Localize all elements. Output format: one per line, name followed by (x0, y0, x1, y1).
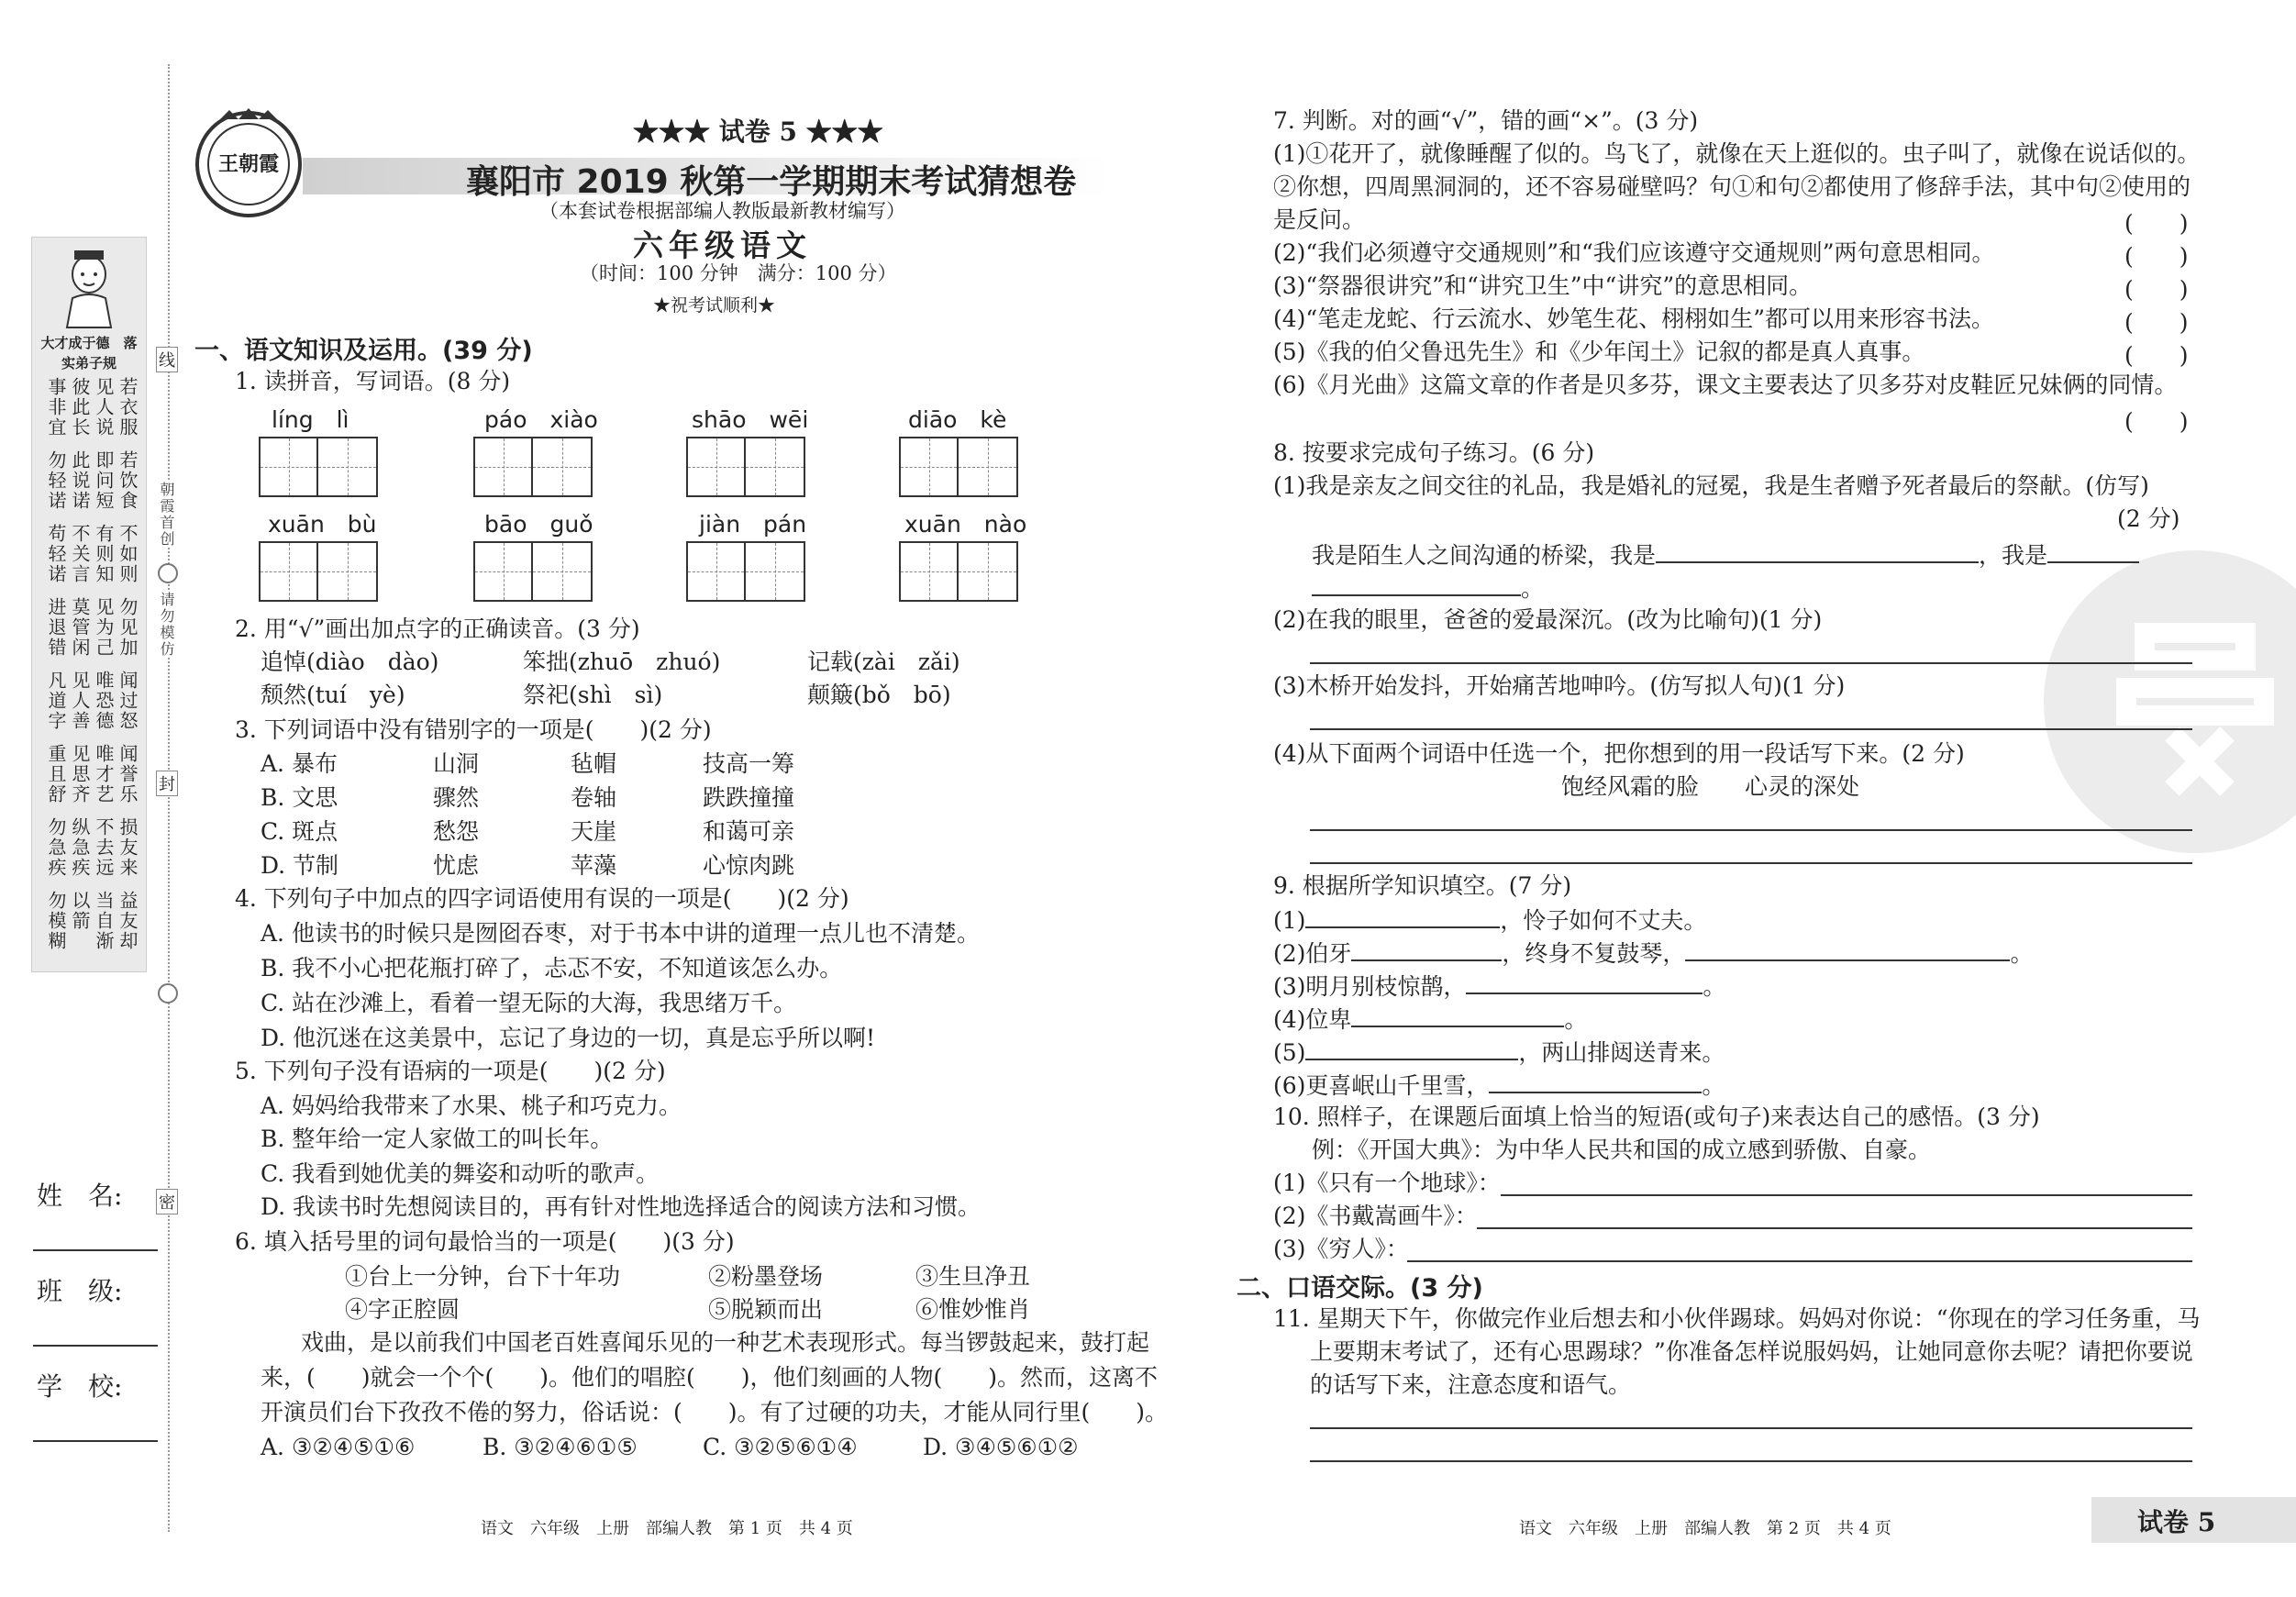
motto-column: 若衣服 (116, 377, 139, 438)
seal-label-line: 线 (156, 347, 178, 372)
exam-subtitle: （本套试卷根据部编人教版最新教材编写） (539, 200, 905, 222)
q9-4-text: (4)位卑 (1273, 1006, 1352, 1033)
ring-hole-icon (158, 563, 178, 583)
q10-1: (1)《只有一个地球》： (1273, 1170, 1501, 1196)
q9-6-text: (6)更喜岷山千里雪， (1273, 1072, 1490, 1099)
answer-line[interactable] (1310, 862, 2192, 864)
q3-option[interactable] (261, 747, 835, 781)
q7-6: (6)《月光曲》这篇文章的作者是贝多芬，课文主要表达了贝多芬对皮鞋匠兄妹俩的同情。 (1273, 372, 2178, 398)
writing-grid[interactable] (473, 437, 593, 497)
q11-line1: 11. 星期天下午，你做完作业后想去和小伙伴踢球。妈妈对你说：“你现在的学习任务重，马 (1273, 1305, 2201, 1332)
q9-3-text: (3)明月别枝惊鹊， (1273, 973, 1467, 1000)
q9-4: (4)位卑 。 (1273, 1002, 1587, 1037)
motto-column: 唯恐德 (93, 671, 115, 731)
pinyin-3: shāo wēi (692, 406, 809, 433)
ring-hole-icon (158, 983, 178, 1004)
school-label: 学 校: (37, 1371, 123, 1402)
writing-grid[interactable] (686, 541, 805, 602)
seal-label-secret: 密 (156, 1189, 178, 1214)
exam-badge-text: 试卷 5 (2137, 1507, 2216, 1537)
q3-option[interactable] (261, 848, 835, 882)
motto-column: 不如则 (116, 524, 139, 584)
q10-title: 10. 照样子，在课题后面填上恰当的短语(或句子)来表达自己的感悟。(3 分) (1273, 1103, 2040, 1130)
q2-item[interactable]: 颠簸(bǒ bō) (807, 682, 951, 708)
school-field[interactable] (33, 1440, 158, 1442)
answer-blank[interactable] (1305, 903, 1500, 928)
writing-grid[interactable] (899, 541, 1018, 602)
q3-word: 心惊肉跳 (703, 852, 795, 879)
q3-word: 苹藻 (571, 852, 617, 879)
seal-label-original: 朝霞首创 (158, 482, 175, 548)
q9-6: (6)更喜岷山千里雪， 。 (1273, 1068, 1725, 1103)
q9-1: (1) ，怜子如何不丈夫。 (1273, 903, 1706, 937)
q10-2: (2)《书戴嵩画牛》： (1273, 1203, 1478, 1229)
q3-option[interactable] (261, 815, 835, 848)
q4-option[interactable]: C. 站在沙滩上，看着一望无际的大海，我思绪万千。 (261, 990, 797, 1016)
watermark-seal (2044, 550, 2296, 853)
motto-column: 勿见加 (116, 597, 139, 658)
q3-word: 技高一筹 (703, 750, 795, 777)
answer-paren[interactable]: ( ) (2124, 210, 2189, 237)
answer-line[interactable] (1310, 1460, 2192, 1462)
q4-option[interactable]: A. 他读书的时候只是囫囵吞枣，对于书本中讲的道理一点儿也不清楚。 (261, 920, 980, 947)
scholar-illustration (50, 247, 128, 329)
q3-word: 毡帽 (571, 750, 617, 777)
answer-line[interactable] (1310, 662, 2192, 664)
q8-1-end: 。 (1521, 575, 1545, 602)
q7-3: (3)“祭器很讲究”和“讲究卫生”中“讲究”的意思相同。 (1273, 272, 1813, 299)
q3-word: 和蔼可亲 (703, 818, 795, 845)
q3-word: D. 节制 (261, 852, 339, 879)
q5-option[interactable]: D. 我读书时先想阅读目的，再有针对性地选择适合的阅读方法和习惯。 (261, 1193, 982, 1220)
binding-dashed-line (168, 64, 170, 1532)
q7-title: 7. 判断。对的画“√”，错的画“×”。(3 分) (1273, 107, 1699, 134)
motto-column: 损友来 (116, 817, 139, 878)
pinyin-7: jiàn pán (699, 511, 807, 538)
motto-column: 唯才艺 (93, 744, 115, 804)
exam-time: （时间：100 分钟 满分：100 分） (580, 262, 897, 284)
motto-panel (31, 237, 147, 972)
q8-1: (1)我是亲友之间交往的礼品，我是婚礼的冠冕，我是生者赠予死者最后的祭献。(仿写) (1273, 472, 2149, 499)
motto-column: 益友却 (116, 891, 139, 951)
q3-word: 山洞 (433, 750, 480, 777)
q10-example: 例：《开国大典》：为中华人民共和国的成立感到骄傲、自豪。 (1312, 1137, 1932, 1163)
exam-title: 襄阳市 2019 秋第一学期期末考试猜想卷 (466, 163, 1077, 201)
q9-5-text: ，两山排闼送青来。 (1518, 1039, 1725, 1066)
answer-blank[interactable] (1312, 571, 1521, 596)
seal-label-seal: 封 (156, 771, 178, 796)
q8-title: 8. 按要求完成句子练习。(6 分) (1273, 439, 1595, 466)
q6-option[interactable]: C. ③②⑤⑥①④ (703, 1434, 858, 1460)
q6-item: ④字正腔圆 (345, 1296, 460, 1323)
motto-column: 莫管闲 (69, 597, 91, 658)
q9-title: 9. 根据所学知识填空。(7 分) (1273, 872, 1572, 899)
motto-column: 见思齐 (69, 744, 91, 804)
q3-word: B. 文思 (261, 784, 338, 811)
answer-blank[interactable] (1656, 538, 1979, 563)
q7-5: (5)《我的伯父鲁迅先生》和《少年闰土》记叙的都是真人真事。 (1273, 338, 1925, 365)
motto-column: 闻过怒 (116, 671, 139, 731)
q2-item[interactable]: 笨拙(zhuō zhuó) (523, 649, 721, 675)
q9-1-text: ，怜子如何不丈夫。 (1500, 907, 1707, 934)
q2-item[interactable]: 祭祀(shì sì) (523, 682, 663, 708)
motto-column: 当自渐 (93, 891, 115, 951)
answer-line[interactable] (1501, 1194, 2192, 1196)
q3-word: 忧虑 (433, 852, 480, 879)
q5-option[interactable]: B. 整年给一定人家做工的叫长年。 (261, 1126, 614, 1152)
motto-column: 苟轻诺 (45, 524, 67, 584)
motto-column: 纵急疾 (69, 817, 91, 878)
q9-5: (5) ，两山排闼送青来。 (1273, 1035, 1725, 1070)
q6-option[interactable]: B. ③②④⑥①⑤ (482, 1434, 638, 1460)
answer-blank[interactable] (2047, 538, 2139, 563)
motto-column: 勿模糊 (45, 891, 67, 951)
answer-paren[interactable]: ( ) (2124, 243, 2189, 270)
q3-options (261, 747, 835, 882)
page-footer-left: 语文 六年级 上册 部编人教 第 1 页 共 4 页 (481, 1519, 853, 1538)
exam-number: ★★★ 试卷 5 ★★★ (633, 116, 883, 147)
q7-2: (2)“我们必须遵守交通规则”和“我们应该遵守交通规则”两句意思相同。 (1273, 239, 1995, 266)
grade-subject: 六年级语文 (633, 227, 812, 263)
answer-line[interactable] (1407, 1260, 2192, 1262)
q3-word: 跌跌撞撞 (703, 784, 795, 811)
pinyin-1: líng lì (272, 406, 349, 433)
motto-column: 此说诺 (69, 450, 91, 511)
q5-option[interactable]: C. 我看到她优美的舞姿和动听的歌声。 (261, 1160, 660, 1187)
answer-blank[interactable] (1685, 936, 2010, 961)
answer-line[interactable] (1477, 1227, 2192, 1229)
motto-column: 不去远 (93, 817, 115, 878)
q7-1-line1: (1)①花开了，就像睡醒了似的。鸟飞了，就像在天上逛似的。虫子叫了，就像在说话似的。 (1273, 140, 2201, 167)
writing-grid[interactable] (899, 437, 1018, 497)
q11-line2: 上要期末考试了，还有心思踢球？”你准备怎样说服妈妈，让她同意你去呢？请把你要说 (1310, 1338, 2193, 1365)
motto-column: 见人善 (69, 671, 91, 731)
q5-option[interactable]: A. 妈妈给我带来了水果、桃子和巧克力。 (261, 1092, 682, 1119)
answer-blank[interactable] (1466, 969, 1703, 994)
q9-3: (3)明月别枝惊鹊， 。 (1273, 969, 1725, 1004)
q6-item: ②粉墨登场 (708, 1263, 824, 1290)
writing-grid[interactable] (259, 541, 378, 602)
class-label: 班 级: (37, 1276, 123, 1306)
q8-1-stem (1312, 538, 2139, 572)
name-field[interactable] (33, 1249, 158, 1251)
motto-column: 勿急疾 (45, 817, 67, 878)
pinyin-4: diāo kè (908, 406, 1007, 433)
answer-blank[interactable] (1351, 936, 1502, 961)
motto-column: 进退错 (45, 597, 67, 658)
answer-blank[interactable] (1489, 1068, 1702, 1093)
q6-item: ③生旦净丑 (915, 1263, 1031, 1290)
section1-title: 一、语文知识及运用。(39 分) (194, 337, 533, 365)
seal-label-copy: 请勿模仿 (158, 592, 175, 658)
q3-word: 卷轴 (571, 784, 617, 811)
motto-column: 不关言 (69, 524, 91, 584)
q2-item[interactable]: 记载(zài zǎi) (807, 649, 960, 675)
q8-3: (3)木桥开始发抖，开始痛苦地呻吟。(仿写拟人句)(1 分) (1273, 672, 1846, 699)
motto-column: 彼此长 (69, 377, 91, 438)
q6-option[interactable]: A. ③②④⑤①⑥ (261, 1434, 416, 1460)
answer-line[interactable] (1310, 728, 2192, 730)
motto-column: 重且舒 (45, 744, 67, 804)
q8-1-score: (2 分) (2117, 505, 2180, 532)
motto-column: 若饮食 (116, 450, 139, 511)
answer-paren[interactable]: ( ) (2124, 309, 2189, 336)
pinyin-2: páo xiào (484, 406, 598, 433)
q6-option[interactable]: D. ③④⑤⑥①② (923, 1434, 1079, 1460)
q7-4: (4)“笔走龙蛇、行云流水、妙笔生花、栩栩如生”都可以用来形容书法。 (1273, 305, 1994, 332)
motto-text: 大才成于德 落实弟子规 (40, 335, 138, 372)
q6-item: ⑤脱颖而出 (708, 1296, 824, 1323)
answer-paren[interactable]: ( ) (2124, 342, 2189, 369)
answer-paren[interactable]: ( ) (2124, 408, 2189, 435)
q9-2-mid: ，终身不复鼓琴， (1502, 940, 1686, 967)
writing-grid[interactable] (259, 437, 378, 497)
q7-1-line3: 是反问。 (1273, 206, 1366, 233)
motto-column: 见人说 (93, 377, 115, 438)
name-label: 姓 名: (37, 1181, 123, 1211)
q4-title: 4. 下列句子中加点的四字词语使用有误的一项是( )(2 分) (235, 885, 849, 912)
q9-2-text: (2)伯牙 (1273, 940, 1352, 967)
q1-title: 1. 读拼音，写词语。(8 分) (235, 368, 511, 394)
motto-column: 以箭 (69, 891, 91, 931)
class-field[interactable] (33, 1345, 158, 1347)
page-footer-right: 语文 六年级 上册 部编人教 第 2 页 共 4 页 (1519, 1519, 1891, 1538)
q3-title: 3. 下列词语中没有错别字的一项是( )(2 分) (235, 716, 712, 743)
q6-paragraph-line: 戏曲，是以前我们中国老百姓喜闻乐见的一种艺术表现形式。每当锣鼓起来，鼓打起 (301, 1329, 1150, 1356)
q6-title: 6. 填入括号里的词句最恰当的一项是( )(3 分) (235, 1228, 735, 1255)
q3-word: C. 斑点 (261, 818, 338, 845)
q4-option[interactable]: D. 他沉迷在这美景中，忘记了身边的一切，真是忘乎所以啊! (261, 1025, 876, 1051)
q5-title: 5. 下列句子没有语病的一项是( )(2 分) (235, 1058, 666, 1084)
q10-3: (3)《穷人》： (1273, 1236, 1409, 1262)
q3-option[interactable] (261, 781, 835, 815)
answer-blank[interactable] (1351, 1002, 1564, 1027)
q9-2: (2)伯牙 ，终身不复鼓琴， 。 (1273, 936, 2033, 970)
answer-line[interactable] (1310, 829, 2192, 831)
q7-1-line2: ②你想，四周黑洞洞的，还不容易碰壁吗？句①和句②都使用了修辞手法，其中句②使用的 (1273, 173, 2191, 200)
publisher-logo (193, 108, 305, 220)
answer-line[interactable] (1310, 1427, 2192, 1429)
q4-option[interactable]: B. 我不小心把花瓶打碎了，忐忑不安，不知道该怎么办。 (261, 955, 843, 981)
q6-item: ⑥惟妙惟肖 (915, 1296, 1031, 1323)
q8-1-cont (1312, 571, 1544, 605)
section2-title: 二、口语交际。(3 分) (1237, 1274, 1483, 1303)
writing-grid[interactable] (473, 541, 593, 602)
motto-column: 有则知 (93, 524, 115, 584)
q3-word: A. 暴布 (261, 750, 338, 777)
q2-title: 2. 用“√”画出加点字的正确读音。(3 分) (235, 616, 640, 642)
motto-column: 即问短 (93, 450, 115, 511)
q3-word: 愁怨 (433, 818, 480, 845)
motto-column: 闻誉乐 (116, 744, 139, 804)
pinyin-8: xuān nào (904, 511, 1027, 538)
q2-item[interactable]: 追悼(diào dào) (261, 649, 439, 675)
pinyin-6: bāo guǒ (484, 511, 593, 538)
motto-column: 凡道字 (45, 671, 67, 731)
q6-item: ①台上一分钟，台下十年功 (345, 1263, 621, 1290)
q6-paragraph-line: 开演员们台下孜孜不倦的努力，俗话说：( )。有了过硬的功夫，才能从同行里( )。 (261, 1399, 1169, 1425)
q8-1-stem-text: 我是陌生人之间沟通的桥梁，我是 (1312, 542, 1657, 569)
answer-paren[interactable]: ( ) (2124, 276, 2189, 303)
q8-2: (2)在我的眼里，爸爸的爱最深沉。(改为比喻句)(1 分) (1273, 606, 1823, 633)
q8-1-mid: ，我是 (1979, 542, 2048, 569)
q2-item[interactable]: 颓然(tuí yè) (261, 682, 405, 708)
q8-4: (4)从下面两个词语中任选一个，把你想到的用一段话写下来。(2 分) (1273, 740, 1965, 767)
good-luck: ★祝考试顺利★ (653, 295, 776, 316)
motto-column: 事非宜 (45, 377, 67, 438)
writing-grid[interactable] (686, 437, 805, 497)
q3-word: 天崖 (571, 818, 617, 845)
logo-text: 王朝霞 (217, 152, 279, 176)
q11-line3: 的话写下来，注意态度和语气。 (1310, 1371, 1632, 1398)
answer-blank[interactable] (1305, 1035, 1518, 1060)
exam-badge (2091, 1497, 2296, 1543)
motto-column: 勿轻诺 (45, 450, 67, 511)
q3-word: 骤然 (433, 784, 480, 811)
motto-columns (41, 377, 140, 964)
q6-paragraph-line: 来，( )就会一个个( )。他们的唱腔( )，他们刻画的人物( )。然而，这离不 (261, 1364, 1159, 1391)
motto-column: 见为己 (93, 597, 115, 658)
pinyin-5: xuān bù (268, 511, 377, 538)
q8-4-words: 饱经风霜的脸 心灵的深处 (1561, 773, 1860, 800)
